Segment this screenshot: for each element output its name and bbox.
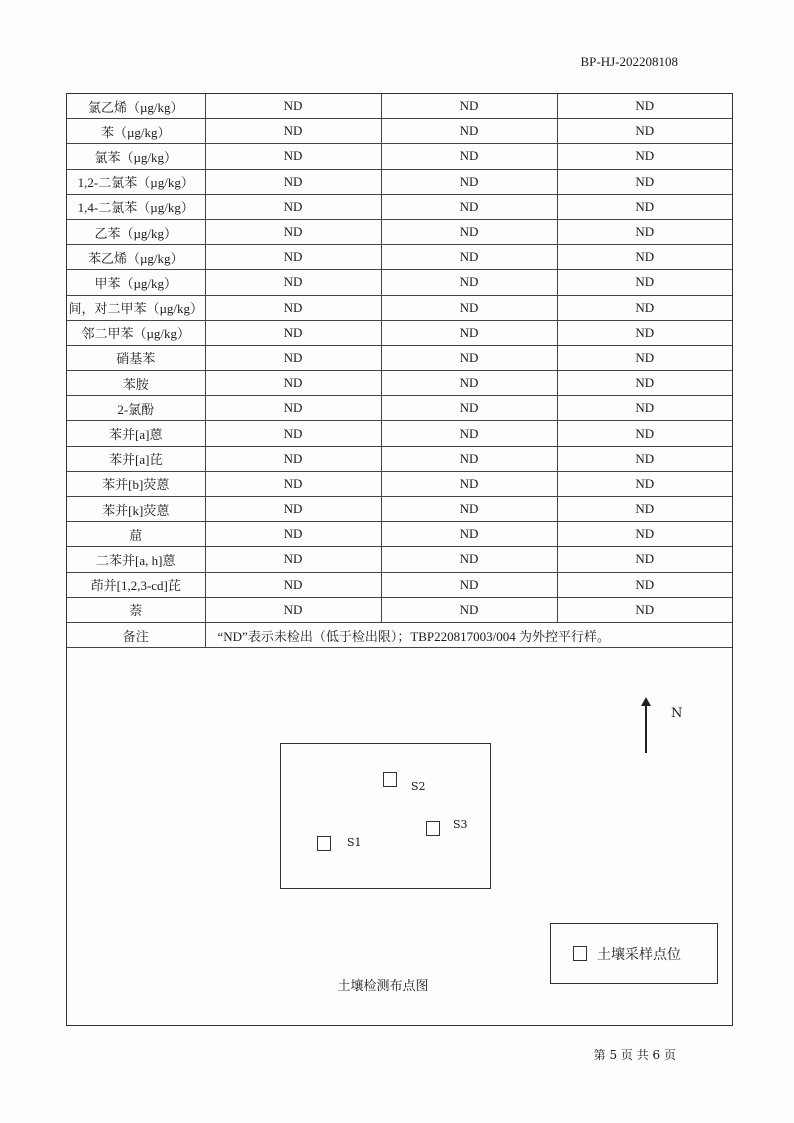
sample-point-marker-icon — [317, 836, 331, 851]
result-cell: ND — [205, 471, 381, 496]
result-cell: ND — [205, 421, 381, 446]
analyte-name-cell: 甲苯（µg/kg） — [67, 270, 205, 295]
analyte-name-cell: 1,2-二氯苯（µg/kg） — [67, 169, 205, 194]
analyte-name-cell: 邻二甲苯（µg/kg） — [67, 320, 205, 345]
table-row — [67, 94, 732, 119]
analyte-name-cell: 苯并[k]荧蒽 — [67, 497, 205, 522]
table-row — [67, 345, 732, 370]
result-cell: ND — [557, 270, 732, 295]
analyte-name-cell: 二苯并[a, h]蒽 — [67, 547, 205, 572]
analyte-name-cell: 苯乙烯（µg/kg） — [67, 245, 205, 270]
result-cell: ND — [557, 295, 732, 320]
page-number: 第 5 页 共 6 页 — [593, 1048, 676, 1062]
map-caption: 土壤检测布点图 — [337, 979, 429, 994]
result-cell: ND — [205, 245, 381, 270]
table-row — [67, 169, 732, 194]
result-cell: ND — [557, 194, 732, 219]
result-cell: ND — [557, 597, 732, 622]
site-boundary — [280, 743, 491, 889]
table-row — [67, 270, 732, 295]
result-cell: ND — [557, 371, 732, 396]
result-cell: ND — [557, 245, 732, 270]
table-row — [67, 144, 732, 169]
result-cell: ND — [205, 396, 381, 421]
result-cell: ND — [205, 572, 381, 597]
result-cell: ND — [205, 522, 381, 547]
result-cell: ND — [205, 119, 381, 144]
legend-square-icon — [573, 946, 587, 961]
analyte-name-cell: 萘 — [67, 597, 205, 622]
sample-point-label: S2 — [411, 780, 426, 793]
sampling-map — [67, 653, 732, 1025]
result-cell: ND — [557, 94, 732, 119]
table-row — [67, 320, 732, 345]
results-table — [67, 94, 732, 648]
result-cell: ND — [381, 219, 557, 244]
result-cell: ND — [381, 94, 557, 119]
table-row — [67, 421, 732, 446]
result-cell: ND — [557, 345, 732, 370]
sample-point-label: S1 — [347, 836, 362, 849]
analyte-name-cell: 苯胺 — [67, 371, 205, 396]
note-text: “ND”表示未检出（低于检出限）；TBP220817003/004 为外控平行样。 — [205, 622, 732, 647]
result-cell: ND — [557, 219, 732, 244]
result-cell: ND — [205, 371, 381, 396]
result-cell: ND — [381, 371, 557, 396]
legend-label: 土壤采样点位 — [597, 947, 681, 963]
result-cell: ND — [205, 194, 381, 219]
analyte-name-cell: 乙苯（µg/kg） — [67, 219, 205, 244]
result-cell: ND — [557, 169, 732, 194]
analyte-name-cell: 苯并[b]荧蒽 — [67, 471, 205, 496]
table-row — [67, 547, 732, 572]
analyte-name-cell: 间，对二甲苯（µg/kg） — [67, 295, 205, 320]
result-cell: ND — [557, 119, 732, 144]
result-cell: ND — [205, 320, 381, 345]
result-cell: ND — [381, 194, 557, 219]
document-number: BP-HJ-202208108 — [580, 54, 678, 69]
result-cell: ND — [557, 320, 732, 345]
table-row — [67, 295, 732, 320]
result-cell: ND — [205, 345, 381, 370]
result-cell: ND — [381, 320, 557, 345]
result-cell: ND — [205, 219, 381, 244]
result-cell: ND — [381, 597, 557, 622]
result-cell: ND — [205, 547, 381, 572]
table-row — [67, 371, 732, 396]
table-row — [67, 119, 732, 144]
result-cell: ND — [381, 497, 557, 522]
result-cell: ND — [557, 572, 732, 597]
analyte-name-cell: 1,4-二氯苯（µg/kg） — [67, 194, 205, 219]
note-row — [67, 622, 732, 647]
table-row — [67, 396, 732, 421]
result-cell: ND — [557, 522, 732, 547]
north-arrow-icon — [645, 703, 647, 753]
analyte-name-cell: 苯并[a]蒽 — [67, 421, 205, 446]
table-row — [67, 597, 732, 622]
table-row — [67, 471, 732, 496]
result-cell: ND — [557, 497, 732, 522]
report-frame — [66, 93, 733, 1026]
result-cell: ND — [381, 572, 557, 597]
analyte-name-cell: 氯苯（µg/kg） — [67, 144, 205, 169]
table-row — [67, 194, 732, 219]
analyte-name-cell: 2-氯酚 — [67, 396, 205, 421]
north-label: N — [671, 706, 683, 721]
analyte-name-cell: 硝基苯 — [67, 345, 205, 370]
sample-point-marker-icon — [426, 821, 440, 836]
result-cell: ND — [557, 396, 732, 421]
result-cell: ND — [205, 144, 381, 169]
result-cell: ND — [381, 169, 557, 194]
result-cell: ND — [381, 295, 557, 320]
note-label: 备注 — [67, 622, 205, 647]
sample-point-marker-icon — [383, 772, 397, 787]
result-cell: ND — [205, 597, 381, 622]
result-cell: ND — [205, 270, 381, 295]
result-cell: ND — [381, 421, 557, 446]
analyte-name-cell: 茚并[1,2,3-cd]芘 — [67, 572, 205, 597]
result-cell: ND — [381, 119, 557, 144]
table-row — [67, 219, 732, 244]
result-cell: ND — [381, 547, 557, 572]
analyte-name-cell: 苯并[a]芘 — [67, 446, 205, 471]
result-cell: ND — [205, 446, 381, 471]
table-row — [67, 572, 732, 597]
analyte-name-cell: 氯乙烯（µg/kg） — [67, 94, 205, 119]
result-cell: ND — [557, 547, 732, 572]
result-cell: ND — [381, 522, 557, 547]
result-cell: ND — [381, 345, 557, 370]
result-cell: ND — [381, 270, 557, 295]
result-cell: ND — [205, 94, 381, 119]
result-cell: ND — [557, 446, 732, 471]
result-cell: ND — [381, 144, 557, 169]
table-row — [67, 497, 732, 522]
result-cell: ND — [557, 144, 732, 169]
result-cell: ND — [557, 471, 732, 496]
analyte-name-cell: 苯（µg/kg） — [67, 119, 205, 144]
result-cell: ND — [205, 169, 381, 194]
result-cell: ND — [381, 245, 557, 270]
result-cell: ND — [205, 497, 381, 522]
analyte-name-cell: 䓛 — [67, 522, 205, 547]
result-cell: ND — [381, 446, 557, 471]
table-row — [67, 245, 732, 270]
result-cell: ND — [557, 421, 732, 446]
result-cell: ND — [381, 471, 557, 496]
result-cell: ND — [381, 396, 557, 421]
sample-point-label: S3 — [453, 818, 468, 831]
result-cell: ND — [205, 295, 381, 320]
table-row — [67, 522, 732, 547]
table-row — [67, 446, 732, 471]
